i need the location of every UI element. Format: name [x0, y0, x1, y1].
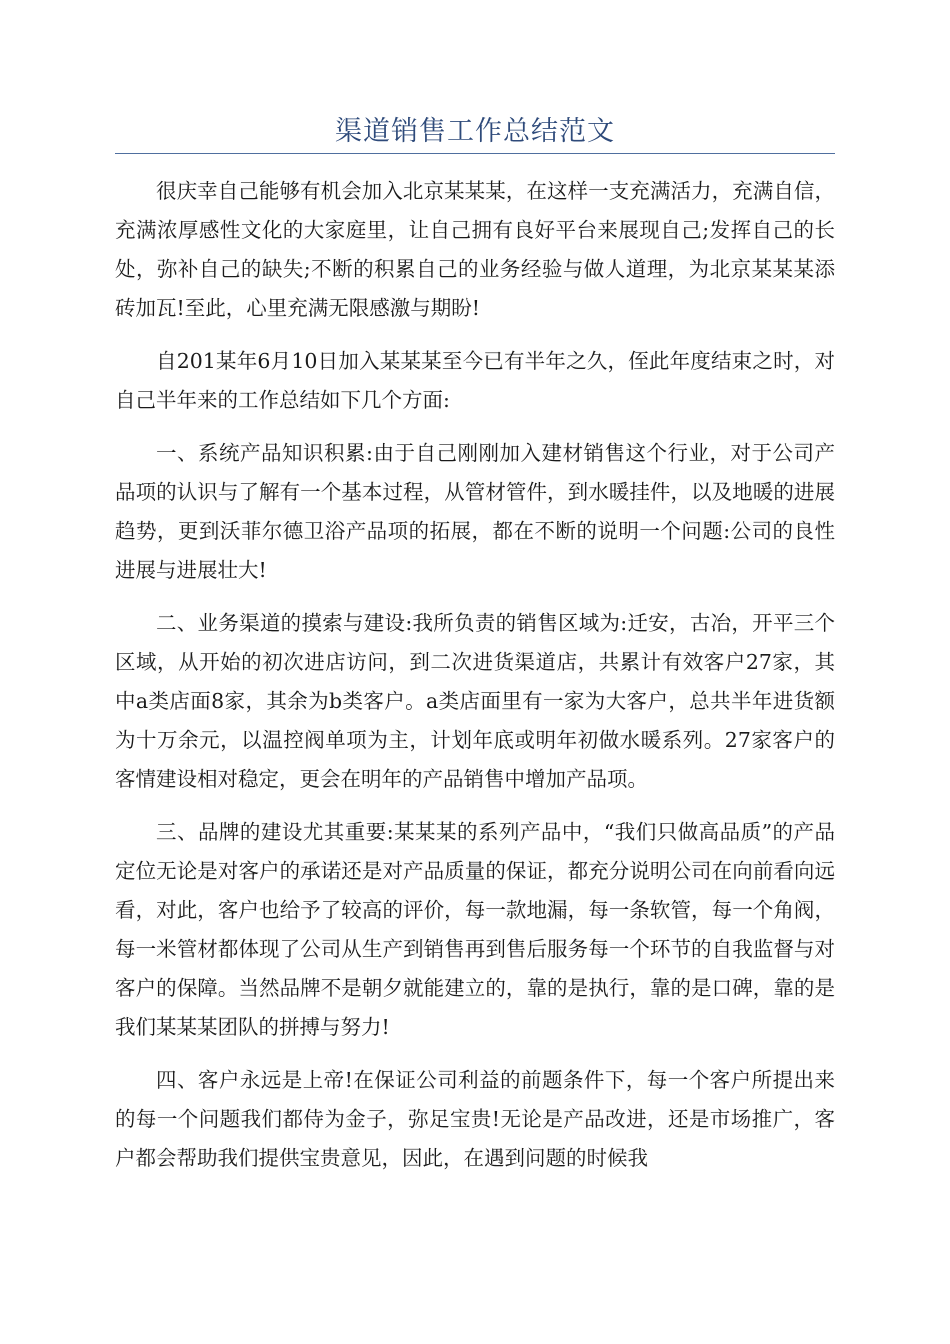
paragraph-section-3: 三、品牌的建设尤其重要:某某某的系列产品中，“我们只做高品质”的产品定位无论是对客户的承诺还是对产品质量的保证，都充分说明公司在向前看向远看，对此，客户也给予了较高的评价，每一款地漏，每一条软管，每一个角阀，每一米管材都体现了公司从生产到销售再到售后服务每一个环节的自我监督与对客户的保障。当然品牌不是朝夕就能建立的，靠的是执行，靠的是口碑，靠的是我们某某某团队的拼搏与努力! [115, 820, 835, 1039]
paragraph-intro: 很庆幸自己能够有机会加入北京某某某，在这样一支充满活力，充满自信，充满浓厚感性文化的大家庭里，让自己拥有良好平台来展现自己;发挥自己的长处，弥补自己的缺失;不断的积累自己的业务经验与做人道理，为北京某某某添砖加瓦!至此，心里充满无限感激与期盼! [115, 179, 835, 320]
title-underline [115, 153, 835, 154]
paragraph-section-2: 二、业务渠道的摸索与建设:我所负责的销售区域为:迁安，古冶，开平三个区域，从开始的初次进店访问，到二次进货渠道店，共累计有效客户27家，其中a类店面8家，其余为b类客户。a类店面里有一家为大客户，总共半年进货额为十万余元，以温控阀单项为主，计划年底或明年初做水暖系列。27家客户的客情建设相对稳定，更会在明年的产品销售中增加产品项。 [115, 611, 835, 791]
document-title: 渠道销售工作总结范文 [335, 116, 615, 147]
paragraph-section-4: 四、客户永远是上帝!在保证公司利益的前题条件下，每一个客户所提出来的每一个问题我们都侍为金子，弥足宝贵!无论是产品改进，还是市场推广，客户都会帮助我们提供宝贵意见，因此，在遇到问题的时候我 [115, 1068, 835, 1170]
document-body [115, 172, 835, 1192]
paragraph-section-1: 一、系统产品知识积累:由于自己刚刚加入建材销售这个行业，对于公司产品项的认识与了解有一个基本过程，从管材管件，到水暖挂件，以及地暖的进展趋势，更到沃菲尔德卫浴产品项的拓展，都在不断的说明一个问题:公司的良性进展与进展壮大! [115, 441, 835, 582]
paragraph-overview: 自201某年6月10日加入某某某至今已有半年之久，侄此年度结束之时，对自己半年来的工作总结如下几个方面: [115, 349, 835, 412]
